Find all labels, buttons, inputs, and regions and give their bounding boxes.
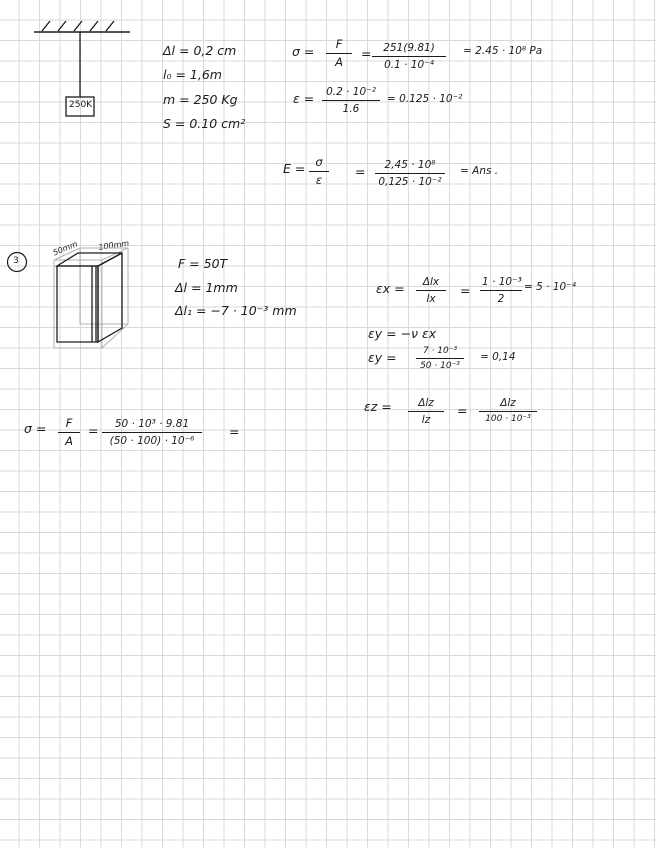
fraction-numerator: Δlz (479, 398, 537, 412)
fraction-numerator: 0.2 · 10⁻² (322, 87, 380, 101)
strain-z-fraction-symbolic (408, 398, 444, 425)
modulus-lhs: E = (283, 161, 306, 176)
strain-x-result: = 5 · 10⁻⁴ (524, 281, 576, 293)
fraction-denominator: 2 (497, 292, 505, 305)
strain-x-fraction-symbolic (416, 277, 446, 304)
mass-label: 250K (69, 100, 93, 110)
stress-3-lhs: σ = (24, 421, 47, 436)
deformed-block-outline (54, 248, 128, 348)
problem-number: 3 (13, 256, 19, 266)
fraction-numerator: 7 · 10⁻³ (416, 347, 464, 359)
strain-x-lhs: εx = (376, 281, 405, 296)
stress-3-result: = (229, 424, 240, 439)
strain-y-lhs: εy = (368, 350, 397, 365)
strain-x-equals: = (460, 283, 471, 298)
stress-3-fraction-f-over-a (58, 418, 80, 447)
strain-z-equals: = (457, 403, 468, 418)
dimension-50mm-label: 50mm (51, 239, 79, 258)
fraction-denominator: 100 · 10⁻³ (485, 413, 531, 424)
strain-z-lhs: εz = (364, 399, 392, 414)
given-force: F = 50T (178, 256, 228, 271)
stress-equals: = (361, 46, 372, 61)
strain-z-fraction-values (479, 398, 537, 424)
block-3d-figure (52, 244, 142, 354)
modulus-result: = Ans . (460, 165, 499, 177)
fraction-numerator: 50 · 10³ · 9.81 (102, 419, 202, 433)
fraction-denominator: ε (315, 172, 323, 187)
fraction-denominator: lx (426, 292, 436, 305)
strain-y-relation: εy = −ν εx (368, 326, 437, 341)
fraction-numerator: σ (309, 157, 329, 172)
strain-y-fraction (416, 347, 464, 371)
strain-result: = 0.125 · 10⁻² (387, 93, 463, 105)
modulus-fraction-sigma-over-eps (309, 157, 329, 186)
fraction-numerator: Δlx (416, 277, 446, 291)
strain-x-fraction-values (480, 277, 522, 304)
dimension-100mm-label: 100mm (97, 238, 130, 252)
given-delta-l: Δl = 0,2 cm (163, 43, 237, 58)
fraction-numerator: 2,45 · 10⁸ (375, 160, 445, 174)
fraction-denominator: A (335, 54, 343, 69)
stress-fraction-values (372, 43, 446, 70)
fraction-denominator: A (65, 433, 73, 448)
stress-3-equals: = (88, 423, 99, 438)
stress-3-fraction-values (102, 419, 202, 446)
fraction-denominator: lz (421, 413, 431, 426)
stress-lhs: σ = (292, 44, 315, 59)
given-mass: m = 250 Kg (163, 92, 238, 107)
ceiling-hatching (42, 21, 114, 31)
strain-y-result: = 0,14 (480, 351, 516, 363)
stress-result: = 2.45 · 10⁸ Pa (463, 45, 543, 57)
fraction-denominator: 0,125 · 10⁻² (378, 175, 442, 188)
fraction-denominator: (50 · 100) · 10⁻⁶ (109, 434, 195, 447)
fraction-denominator: 50 · 10⁻³ (420, 361, 460, 371)
fraction-denominator: 0.1 · 10⁻⁴ (384, 58, 434, 71)
fraction-denominator: 1.6 (342, 102, 360, 115)
stress-fraction-f-over-a (326, 39, 352, 68)
given-delta-l: Δl = 1mm (175, 280, 238, 295)
strain-fraction (322, 87, 380, 114)
original-block-outline (57, 253, 122, 342)
fraction-numerator: F (58, 418, 80, 433)
given-area: S = 0.10 cm² (163, 116, 246, 131)
ceiling-mass-figure (30, 18, 140, 128)
fraction-numerator: 251(9.81) (372, 43, 446, 57)
strain-lhs: ε = (293, 91, 315, 106)
given-delta-l1: Δl₁ = −7 · 10⁻³ mm (175, 303, 297, 318)
modulus-fraction-values (375, 160, 445, 187)
fraction-numerator: 1 · 10⁻³ (480, 277, 522, 291)
given-l0: l₀ = 1,6m (163, 67, 222, 82)
fraction-numerator: Δlz (408, 398, 444, 412)
modulus-equals: = (355, 164, 366, 179)
fraction-numerator: F (326, 39, 352, 54)
